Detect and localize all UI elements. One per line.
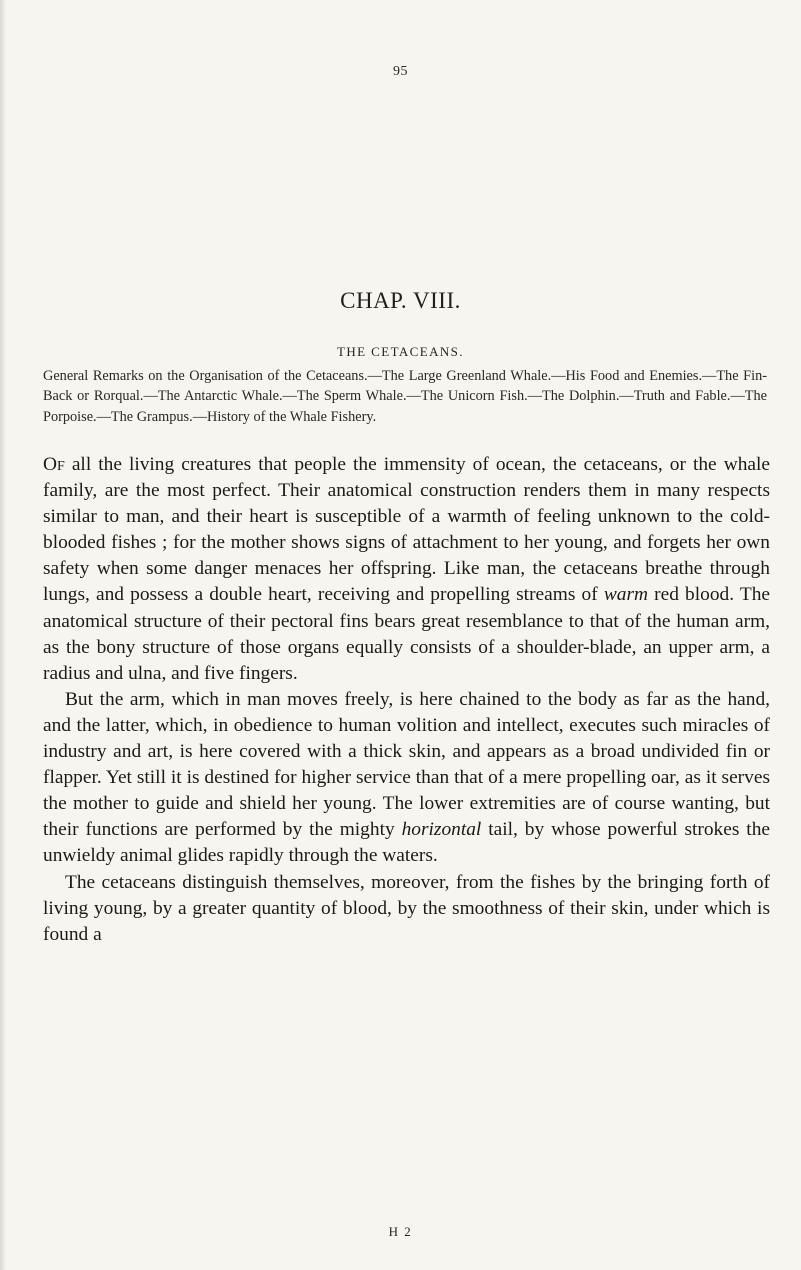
paragraph-2-text-a: But the arm, which in man moves freely, is here chained to the body as far as the hand, and the latter, which, in obedience to human volition and intellect, executes such miracles of industry and art, is here covered with a thick skin, and appears as a broad undivided fin or flapper. Yet still it is destined for higher service than that of a mere propelling oar, as it serves the mother to guide and shield her young. The lower extremities are of course wanting, but their functions are performed by the mighty bbox=[43, 688, 770, 841]
paragraph-3 bbox=[43, 870, 770, 948]
page-number: 95 bbox=[393, 64, 408, 79]
paragraph-1-text-b: red blood. The anatomical structure of their pectoral fins bears great resemblance to that of the human arm, as the bony structure of those organs equally consists of a shoulder-blade, an upper arm, a radius and ulna, and five fingers. bbox=[43, 584, 770, 684]
opening-word: Of bbox=[43, 454, 65, 475]
page-edge-shadow bbox=[0, 0, 6, 1270]
body-text bbox=[43, 452, 770, 948]
paragraph-3-text: The cetaceans distinguish themselves, moreover, from the fishes by the bringing forth of living young, by a greater quantity of blood, by the smoothness of their skin, under which is found a bbox=[43, 871, 770, 945]
chapter-title: THE CETACEANS. bbox=[337, 344, 464, 359]
paragraph-2-text-b: tail, by whose powerful strokes the unwieldy animal glides rapidly through the waters. bbox=[43, 819, 770, 867]
italic-emphasis: horizontal bbox=[401, 819, 482, 841]
paragraph-2 bbox=[43, 687, 770, 870]
paragraph-1 bbox=[43, 452, 770, 687]
chapter-synopsis: General Remarks on the Organisation of the Cetaceans.—The Large Greenland Whale.—His Food and Enemies.—The Fin-Back or Rorqual.—The Antarctic Whale.—The Sperm Whale.—The Unicorn Fish.—The Dolphin.—Truth and Fable.—The Porpoise.—The Grampus.—History of the Whale Fishery. bbox=[43, 368, 767, 425]
chapter-heading: CHAP. VIII. bbox=[340, 288, 461, 313]
italic-emphasis: warm bbox=[603, 584, 648, 606]
paragraph-1-text-a: all the living creatures that people the immensity of ocean, the cetaceans, or the whale family, are the most perfect. Their anatomical construction renders them in many respects similar to man, and their heart is susceptible of a warmth of feeling unknown to the cold-blooded fishes ; for the mother shows signs of attachment to her young, and forgets her own safety when some danger menaces her offspring. Like man, the cetaceans breathe through lungs, and possess a double heart, receiving and propelling streams of bbox=[43, 454, 770, 606]
printer-signature-mark: H 2 bbox=[388, 1224, 413, 1239]
